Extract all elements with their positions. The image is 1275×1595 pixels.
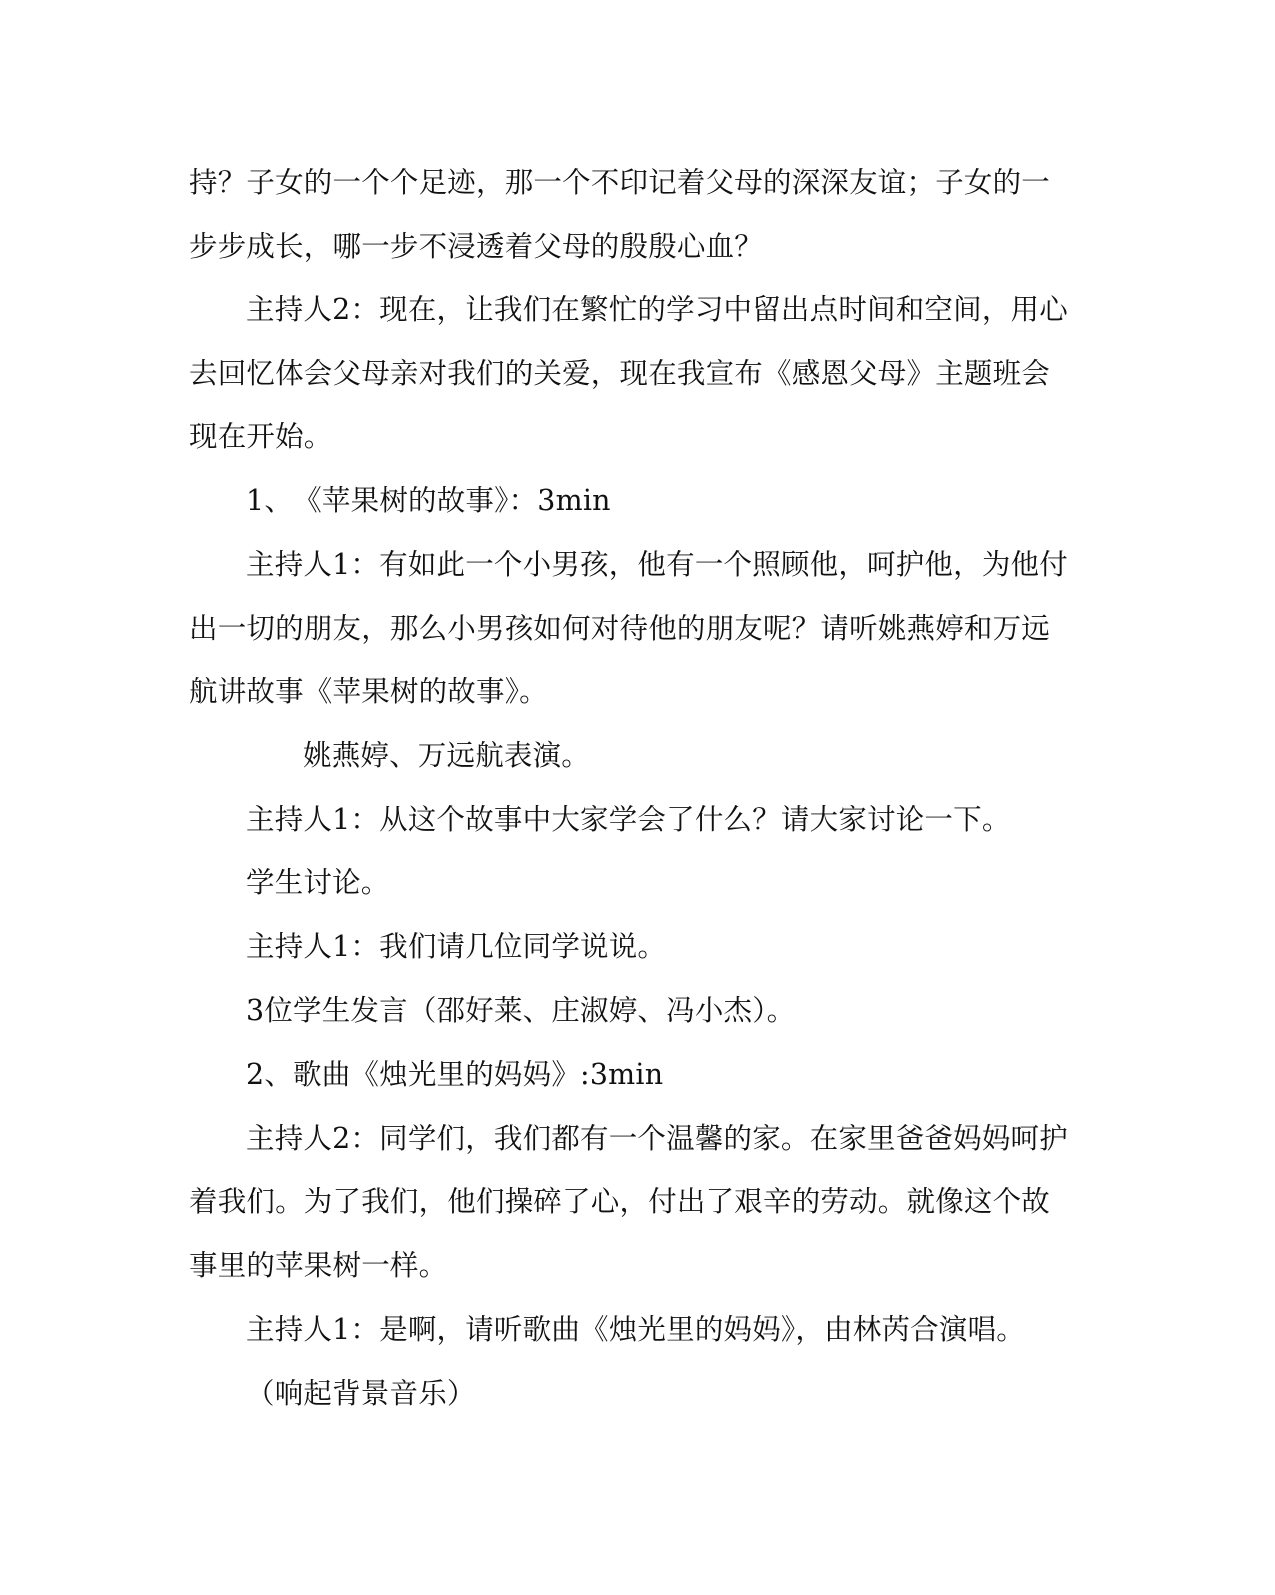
text-line: 持？子女的一个个足迹，那一个不印记着父母的深深友谊；子女的一 <box>189 166 1051 199</box>
text-line: 3位学生发言（邵好莱、庄淑婷、冯小杰）。 <box>246 994 796 1027</box>
text-line: 着我们。为了我们，他们操碎了心，付出了艰辛的劳动。就像这个故 <box>189 1185 1051 1218</box>
text-line: 航讲故事《苹果树的故事》。 <box>189 675 548 708</box>
text-line: 现在开始。 <box>189 420 333 453</box>
text-line: 主持人1：我们请几位同学说说。 <box>246 930 667 963</box>
text-line: 主持人1：从这个故事中大家学会了什么？请大家讨论一下。 <box>246 803 1011 836</box>
text-line: 主持人1：是啊，请听歌曲《烛光里的妈妈》，由林芮合演唱。 <box>246 1313 1025 1346</box>
text-line: 姚燕婷、万远航表演。 <box>303 739 591 772</box>
text-line: 主持人1：有如此一个小男孩，他有一个照顾他，呵护他，为他付 <box>246 548 1068 581</box>
text-line: 主持人2：同学们，我们都有一个温馨的家。在家里爸爸妈妈呵护 <box>246 1122 1068 1155</box>
text-line: （响起背景音乐） <box>246 1377 476 1410</box>
text-line: 步步成长，哪一步不浸透着父母的殷殷心血？ <box>189 230 764 263</box>
text-line: 主持人2：现在，让我们在繁忙的学习中留出点时间和空间，用心 <box>246 293 1068 326</box>
text-line: 去回忆体会父母亲对我们的关爱，现在我宣布《感恩父母》主题班会 <box>189 357 1051 390</box>
text-line: 事里的苹果树一样。 <box>189 1249 448 1282</box>
section-heading: 1、 《苹果树的故事》：3min <box>246 484 611 517</box>
text-line: 学生讨论。 <box>246 866 390 899</box>
section-heading: 2、歌曲《烛光里的妈妈》:3min <box>246 1058 664 1091</box>
text-line: 出一切的朋友，那么小男孩如何对待他的朋友呢？请听姚燕婷和万远 <box>189 612 1051 645</box>
